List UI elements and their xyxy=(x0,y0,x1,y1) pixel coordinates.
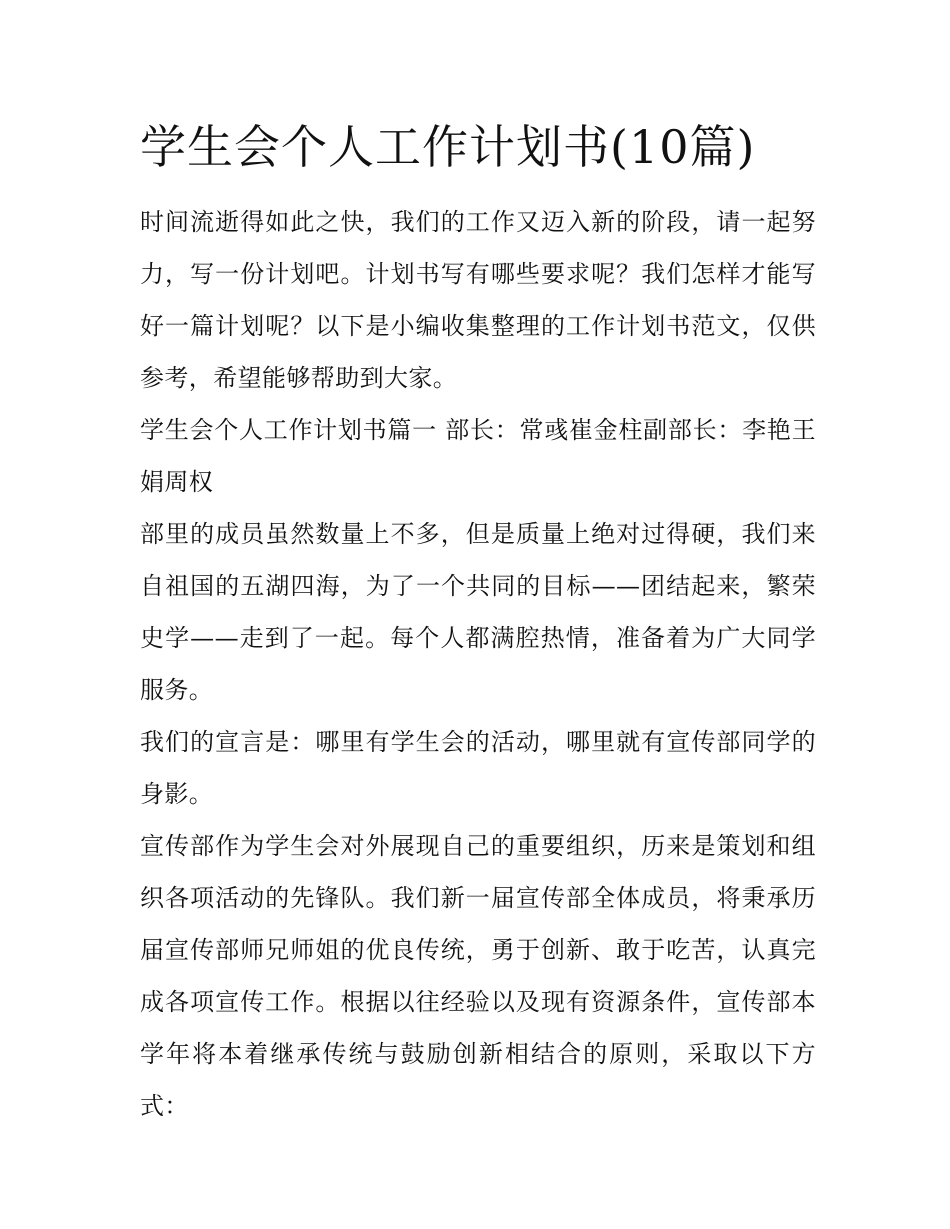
paragraph-members: 部里的成员虽然数量上不多，但是质量上绝对过得硬，我们来自祖国的五湖四海，为了一个共同的目标——团结起来，繁荣史学——走到了一起。每个人都满腔热情，准备着为广大同学服务。 xyxy=(140,520,816,704)
paragraph-department-role: 宣传部作为学生会对外展现自己的重要组织，历来是策划和组织各项活动的先锋队。我们新一届宣传部全体成员，将秉承历届宣传部师兄师姐的优良传统，勇于创新、敢于吃苦，认真完成各项宣传工作。根据以往经验以及现有资源条件，宣传部本学年将本着继承传统与鼓励创新相结合的原则，采取以下方式： xyxy=(140,832,816,1120)
paragraph-declaration: 我们的宣言是：哪里有学生会的活动，哪里就有宣传部同学的身影。 xyxy=(140,728,816,808)
document-title: 学生会个人工作计划书(10篇) xyxy=(140,120,756,174)
document-body xyxy=(140,196,816,1132)
paragraph-intro: 时间流逝得如此之快，我们的工作又迈入新的阶段，请一起努力，写一份计划吧。计划书写有哪些要求呢？我们怎样才能写好一篇计划呢？以下是小编收集整理的工作计划书范文，仅供参考，希望能够帮助到大家。 xyxy=(140,208,816,392)
paragraph-section-heading: 学生会个人工作计划书篇一 部长：常彧崔金柱副部长：李艳王娟周权 xyxy=(140,416,816,496)
